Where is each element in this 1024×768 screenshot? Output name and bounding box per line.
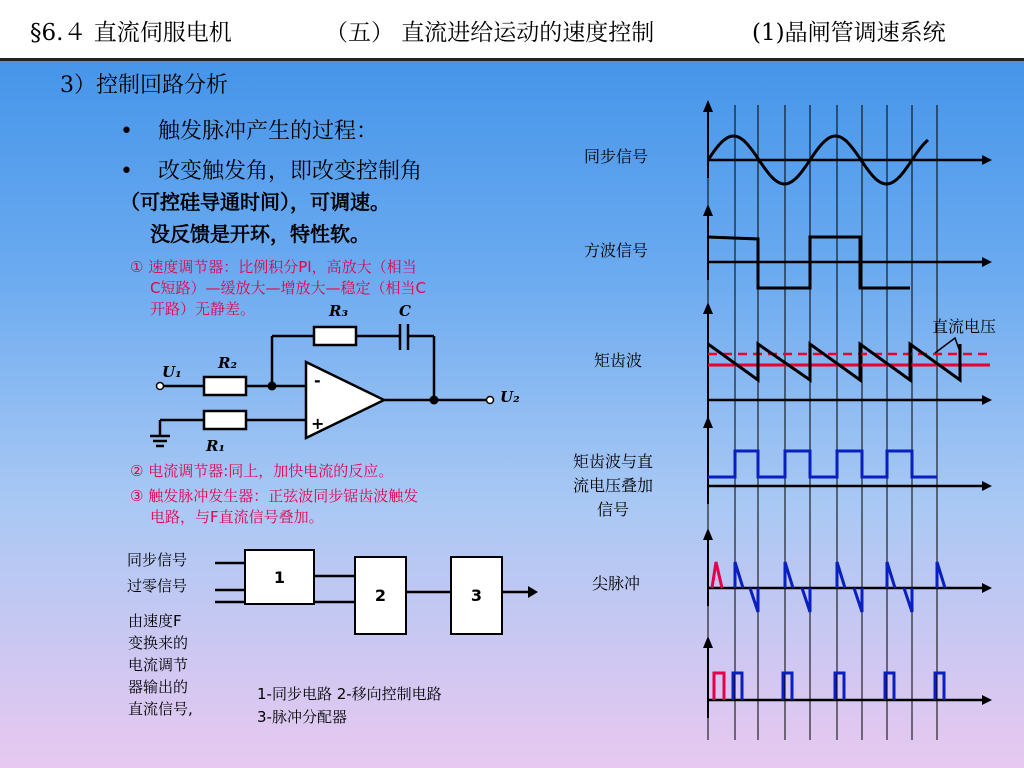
bullet-2-text: 改变触发角，即改变控制角 — [158, 159, 423, 184]
output-pulse-0 — [733, 673, 742, 700]
input-dc-line-5: 直流信号, — [128, 700, 193, 718]
wave-axis-arrow-5 — [982, 695, 992, 705]
output-pulse-red — [714, 673, 724, 700]
section-title: §6.４ 直流伺服电机 — [30, 20, 232, 46]
bold-line-2: 没反馈是开环，特性软。 — [150, 222, 370, 246]
note-speed-line-1: ① 速度调节器：比例积分PI，高放大（相当 — [130, 258, 417, 276]
spike-up-4 — [937, 562, 945, 588]
spike-up-3 — [887, 562, 895, 588]
output-pulse-4 — [935, 673, 944, 700]
wave-axis-arrow-2 — [982, 395, 992, 405]
bold-line-1: （可控硅导通时间），可调速。 — [120, 190, 390, 214]
wave-label-sum-1: 矩齿波与直 — [573, 452, 654, 471]
bullet-1-text: 触发脉冲产生的过程： — [158, 119, 379, 144]
wave-axis-arrow-0 — [982, 155, 992, 165]
note-trigger-line-1: ③ 触发脉冲发生器：正弦波同步锯齿波触发 — [130, 487, 419, 505]
output-pulse-1 — [783, 673, 792, 700]
input-dc-line-1: 由速度F — [128, 612, 182, 630]
label-r1: R₁ — [206, 437, 226, 455]
block-3-pulse-distributor: 3 — [450, 556, 503, 635]
subtitle: 3）控制回路分析 — [60, 73, 228, 98]
note-trigger-line-2: 电路，与F直流信号叠加。 — [150, 508, 324, 526]
opamp-minus: - — [314, 371, 321, 390]
legend-line-1: 1-同步电路 2-移向控制电路 — [257, 685, 442, 703]
sawtooth-wave — [708, 344, 960, 380]
wave-label-sum-2: 流电压叠加 — [573, 476, 654, 495]
sum-pulse-wave — [708, 451, 937, 477]
note-speed-line-2: C短路）—缓放大—增放大—稳定（相当C — [150, 279, 426, 297]
spike-down-0 — [750, 588, 758, 612]
input-dc-line-2: 变换来的 — [128, 634, 189, 652]
opamp-plus: + — [311, 414, 325, 433]
wave-axis-uparrow-3 — [703, 416, 713, 428]
input-sync-label: 同步信号 — [127, 551, 188, 569]
label-u2: U₂ — [500, 388, 520, 406]
output-pulse-3 — [885, 673, 894, 700]
input-zero-label: 过零信号 — [127, 577, 188, 595]
wave-axis-uparrow-4 — [703, 528, 713, 540]
spike-down-3 — [904, 588, 912, 612]
wave-label-spike: 尖脉冲 — [592, 574, 641, 593]
wave-label-sum-3: 信号 — [597, 500, 630, 519]
spike-red — [712, 562, 722, 588]
note-current-regulator: ② 电流调节器:同上，加快电流的反应。 — [130, 462, 394, 480]
wave-label-sawtooth: 矩齿波 — [594, 351, 643, 370]
wave-axis-arrow-4 — [982, 583, 992, 593]
block-2-phase-shift-control: 2 — [354, 556, 407, 635]
wave-axis-uparrow-1 — [703, 204, 713, 216]
legend-line-2: 3-脉冲分配器 — [257, 708, 347, 726]
block-1-sync-circuit: 1 — [244, 549, 315, 605]
wave-axis-uparrow-0 — [703, 100, 713, 112]
input-dc-line-3: 电流调节 — [128, 656, 189, 674]
wave-axis-arrow-3 — [982, 481, 992, 491]
dc-voltage-pointer — [935, 338, 960, 353]
label-c: C — [399, 302, 411, 320]
label-u1: U₁ — [162, 363, 182, 381]
subtopic-title: (1)晶闸管调速系统 — [752, 20, 946, 46]
wave-label-dc-voltage: 直流电压 — [932, 317, 997, 336]
topic-title: （五） 直流进给运动的速度控制 — [325, 20, 655, 46]
label-r2: R₂ — [218, 354, 238, 372]
spike-down-2 — [854, 588, 862, 612]
spike-up-2 — [837, 562, 845, 588]
spike-down-1 — [802, 588, 810, 612]
input-dc-line-4: 器输出的 — [128, 678, 189, 696]
wave-label-sync: 同步信号 — [584, 147, 649, 166]
note-speed-line-3: 开路）无静差。 — [150, 300, 256, 318]
wave-label-square: 方波信号 — [584, 241, 649, 260]
output-pulse-2 — [835, 673, 844, 700]
bullet-2: • 改变触发角，即改变控制角 — [120, 159, 423, 184]
wave-label-sum — [573, 450, 653, 522]
spike-up-0 — [735, 562, 743, 588]
wave-axis-uparrow-2 — [703, 302, 713, 314]
bullet-1: • 触发脉冲产生的过程： — [120, 119, 379, 144]
label-r3: R₃ — [329, 302, 349, 320]
wave-axis-arrow-1 — [982, 257, 992, 267]
spike-up-1 — [785, 562, 793, 588]
wave-axis-uparrow-5 — [703, 636, 713, 648]
